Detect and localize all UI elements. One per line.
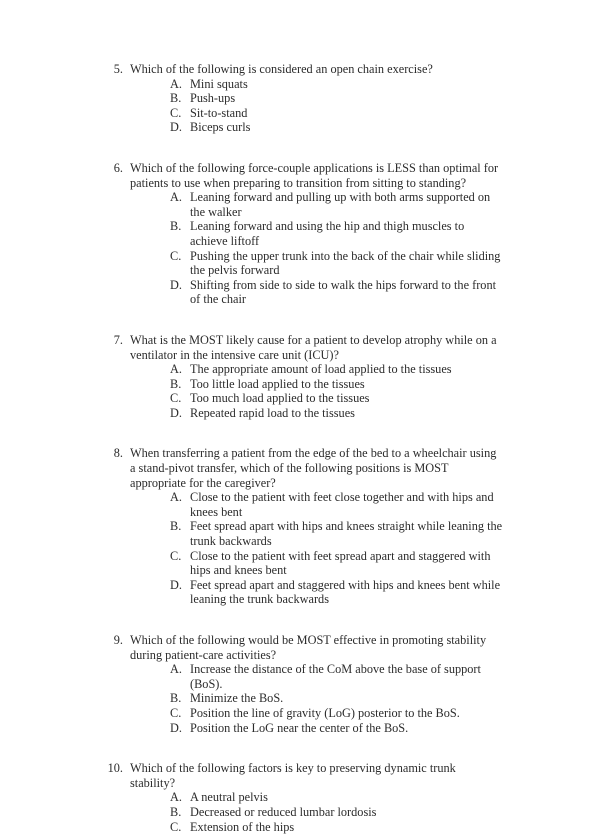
option-letter: D. xyxy=(170,720,182,735)
option-letter: B. xyxy=(170,219,182,234)
option-letter: C. xyxy=(170,105,182,120)
option-list xyxy=(130,77,503,135)
question-item xyxy=(103,446,503,607)
option-item[interactable] xyxy=(170,490,503,519)
option-letter: A. xyxy=(170,790,182,805)
question-body xyxy=(123,333,503,421)
option-list xyxy=(130,362,503,420)
question-number: 7. xyxy=(113,332,123,347)
option-item[interactable] xyxy=(170,662,503,691)
option-text: Leaning forward and using the hip and thigh muscles to achieve liftoff xyxy=(190,219,465,248)
option-text: Position the line of gravity (LoG) posterior to the BoS. xyxy=(190,705,460,720)
option-item[interactable] xyxy=(170,706,503,721)
option-text: Push-ups xyxy=(190,91,236,106)
option-item[interactable] xyxy=(170,190,503,219)
option-item[interactable] xyxy=(170,820,503,834)
option-letter: A. xyxy=(170,362,182,377)
option-item[interactable] xyxy=(170,391,503,406)
option-item[interactable] xyxy=(170,120,503,135)
option-text: Biceps curls xyxy=(190,120,251,135)
option-text: Feet spread apart with hips and knees straight while leaning the trunk backwards xyxy=(190,519,503,549)
option-item[interactable] xyxy=(170,519,503,548)
option-list xyxy=(130,662,503,735)
question-stem: Which of the following would be MOST effective in promoting stability during patient-care activities? xyxy=(130,633,487,662)
option-text: Too little load applied to the tissues xyxy=(190,376,365,391)
option-list xyxy=(130,190,503,307)
option-item[interactable] xyxy=(170,219,503,248)
option-text: The appropriate amount of load applied to the tissues xyxy=(190,362,452,377)
option-letter: A. xyxy=(170,76,182,91)
option-item[interactable] xyxy=(170,91,503,106)
option-item[interactable] xyxy=(170,805,503,820)
option-letter: C. xyxy=(170,248,182,263)
option-letter: C. xyxy=(170,548,182,563)
option-letter: D. xyxy=(170,405,182,420)
question-number: 8. xyxy=(113,446,123,461)
question-body xyxy=(123,62,503,135)
question-number: 5. xyxy=(113,62,123,76)
question-stem: What is the MOST likely cause for a patient to develop atrophy while on a ventilator in the intensive care unit (ICU)? xyxy=(130,332,497,362)
question-item xyxy=(103,333,503,421)
option-item[interactable] xyxy=(170,106,503,121)
option-text: Feet spread apart and staggered with hips and knees bent while leaning the trunk backwards xyxy=(190,577,501,607)
option-letter: A. xyxy=(170,662,182,677)
question-list xyxy=(103,62,503,834)
question-stem: When transferring a patient from the edge of the bed to a wheelchair using a stand-pivot transfer, which of the following positions is MOST appropriate for the caregiver? xyxy=(130,446,497,490)
question-number: 9. xyxy=(113,633,123,647)
question-item xyxy=(103,161,503,307)
question-stem: Which of the following is considered an open chain exercise? xyxy=(130,62,433,76)
option-text: Close to the patient with feet spread apart and staggered with hips and knees bent xyxy=(190,548,491,578)
option-letter: A. xyxy=(170,190,182,205)
option-letter: B. xyxy=(170,519,182,534)
option-text: Mini squats xyxy=(190,76,248,91)
option-item[interactable] xyxy=(170,578,503,607)
option-item[interactable] xyxy=(170,278,503,307)
option-item[interactable] xyxy=(170,377,503,392)
option-text: Extension of the hips xyxy=(190,819,295,834)
option-text: A neutral pelvis xyxy=(190,790,268,805)
option-letter: D. xyxy=(170,120,182,135)
question-number: 6. xyxy=(113,160,123,175)
option-letter: B. xyxy=(170,376,182,391)
option-item[interactable] xyxy=(170,721,503,736)
option-text: Pushing the upper trunk into the back of the chair while sliding the pelvis forward xyxy=(190,248,501,278)
option-text: Too much load applied to the tissues xyxy=(190,391,370,406)
option-letter: A. xyxy=(170,490,182,505)
question-item xyxy=(103,761,503,834)
option-text: Leaning forward and pulling up with both arms supported on the walker xyxy=(190,190,491,219)
option-text: Increase the distance of the CoM above the base of support (BoS). xyxy=(190,662,481,691)
option-letter: C. xyxy=(170,705,182,720)
option-item[interactable] xyxy=(170,362,503,377)
option-text: Decreased or reduced lumbar lordosis xyxy=(190,804,377,819)
question-body xyxy=(123,161,503,307)
option-letter: C. xyxy=(170,391,182,406)
option-letter: B. xyxy=(170,804,182,819)
option-item[interactable] xyxy=(170,77,503,92)
option-letter: D. xyxy=(170,277,182,292)
option-item[interactable] xyxy=(170,549,503,578)
option-item[interactable] xyxy=(170,249,503,278)
option-letter: B. xyxy=(170,691,182,706)
option-item[interactable] xyxy=(170,406,503,421)
question-stem: Which of the following force-couple applications is LESS than optimal for patients to use when preparing to transition from sitting to standing? xyxy=(130,160,499,190)
option-text: Repeated rapid load to the tissues xyxy=(190,405,355,420)
option-text: Sit-to-stand xyxy=(190,105,248,120)
option-letter: B. xyxy=(170,91,182,106)
question-body xyxy=(123,446,503,607)
option-text: Shifting from side to side to walk the hips forward to the front of the chair xyxy=(190,277,497,307)
question-body xyxy=(123,761,503,834)
question-number: 10. xyxy=(107,761,123,776)
option-list xyxy=(130,490,503,607)
option-text: Minimize the BoS. xyxy=(190,691,284,706)
option-text: Position the LoG near the center of the BoS. xyxy=(190,720,409,735)
question-body xyxy=(123,633,503,735)
option-item[interactable] xyxy=(170,790,503,805)
question-item xyxy=(103,633,503,735)
option-letter: C. xyxy=(170,819,182,834)
option-list xyxy=(130,790,503,834)
question-item xyxy=(103,62,503,135)
option-text: Close to the patient with feet close together and with hips and knees bent xyxy=(190,490,494,519)
option-letter: D. xyxy=(170,577,182,592)
question-stem: Which of the following factors is key to preserving dynamic trunk stability? xyxy=(130,761,456,790)
option-item[interactable] xyxy=(170,691,503,706)
